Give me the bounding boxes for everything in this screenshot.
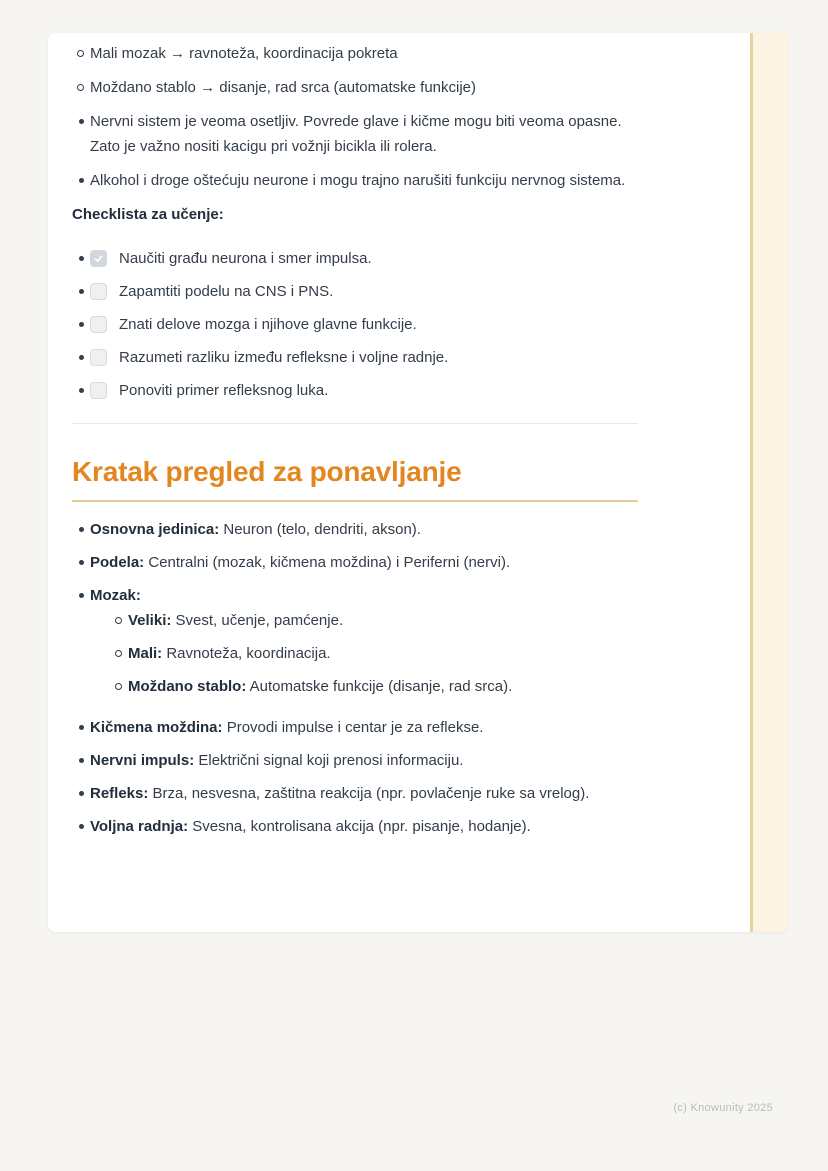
summary-subitem-text [128,641,638,666]
checklist-item-text: Razumeti razliku između refleksne i voljne radnje. [119,349,449,366]
bullet-icon [72,345,90,370]
list-item [72,41,638,66]
heading-underline [72,500,638,502]
circle-bullet-icon [110,608,128,633]
summary-item-text [90,781,638,806]
checklist-item [72,279,638,304]
checkbox-checked-icon[interactable] [90,250,107,267]
term-label: Refleks: [90,785,149,802]
term-label: Osnovna jedinica: [90,521,220,538]
bullet-icon [72,715,90,740]
brain-parts-sublist [72,41,638,100]
summary-item-text [90,814,638,839]
page-content [72,41,638,847]
term-text: Svest, učenje, pamćenje. [171,612,344,629]
summary-item [72,781,638,806]
summary-subitem [110,608,638,633]
safety-bullet-list [72,109,638,193]
checklist-item-text: Znati delove mozga i njihove glavne funkcije. [119,316,417,333]
term-text: Centralni (mozak, kičmena moždina) i Periferni (nervi). [144,554,511,571]
checklist-item-text: Zapamtiti podelu na CNS i PNS. [119,283,334,300]
summary-item [72,550,638,575]
term-text: Neuron (telo, dendriti, akson). [219,521,421,538]
term-label: Voljna radnja: [90,818,189,835]
term-text: Električni signal koji prenosi informaciju. [194,752,464,769]
bullet-icon [72,814,90,839]
summary-section-heading: Kratak pregled za ponavljanje [72,456,462,487]
checklist-item [72,312,638,337]
checkbox-unchecked-icon[interactable] [90,316,107,333]
circle-bullet-icon [72,75,90,100]
term-text: Provodi impulse i centar je za reflekse. [222,719,484,736]
summary-item-text [90,517,638,542]
circle-bullet-icon [110,674,128,699]
document-page [48,33,788,932]
term-text: Ravnoteža, koordinacija. [162,645,331,662]
summary-item-text [90,550,638,575]
summary-item [72,715,638,740]
bullet-icon [72,168,90,193]
list-item-text: Alkohol i droge oštećuju neurone i mogu trajno narušiti funkciju nervnog sistema. [90,172,626,189]
study-checklist [72,246,638,403]
term-label: Mali: [128,645,163,662]
bullet-icon [72,517,90,542]
term-label: Nervni impuls: [90,752,195,769]
summary-item [72,814,638,839]
summary-item-text [90,715,638,740]
section-divider [72,423,638,424]
circle-bullet-icon [110,641,128,666]
summary-item-text [90,748,638,773]
bullet-icon [72,378,90,403]
checklist-title: Checklista za učenje: [72,206,224,223]
term-label: Podela: [90,554,145,571]
bullet-icon [72,550,90,575]
term-label: Mozak: [90,587,141,604]
summary-list [72,517,638,839]
summary-item [72,583,638,707]
summary-subitem [110,674,638,699]
bullet-icon [72,109,90,134]
summary-item-text [90,583,638,608]
list-item-text: Moždano stablo → disanje, rad srca (automatske funkcije) [90,79,477,96]
summary-sublist [110,608,638,699]
list-item [72,168,638,193]
bullet-icon [72,246,90,271]
checkbox-unchecked-icon[interactable] [90,283,107,300]
bullet-icon [72,583,90,608]
summary-subitem [110,641,638,666]
term-text: Svesna, kontrolisana akcija (npr. pisanje, hodanje). [188,818,531,835]
bullet-icon [72,279,90,304]
checklist-item [72,345,638,370]
bullet-icon [72,781,90,806]
copyright-text: (c) Knowunity 2025 [673,1102,773,1114]
term-label: Moždano stablo: [128,678,247,695]
term-text: Automatske funkcije (disanje, rad srca). [246,678,513,695]
list-item-text: Nervni sistem je veoma osetljiv. Povrede glave i kičme mogu biti veoma opasne. Zato je važno nositi kacigu pri vožnji bicikla ili rolera. [90,113,622,155]
checklist-item [72,378,638,403]
checklist-item-text: Naučiti građu neurona i smer impulsa. [119,250,372,267]
list-item [72,75,638,100]
page-edge-strip [750,33,788,932]
summary-item [72,517,638,542]
circle-bullet-icon [72,41,90,66]
term-label: Kičmena moždina: [90,719,223,736]
bullet-icon [72,748,90,773]
checklist-item-text: Ponoviti primer refleksnog luka. [119,382,329,399]
checklist-item [72,246,638,271]
list-item [72,109,638,159]
summary-subitem-text [128,674,638,699]
checkbox-unchecked-icon[interactable] [90,349,107,366]
checkbox-unchecked-icon[interactable] [90,382,107,399]
term-text: Brza, nesvesna, zaštitna reakcija (npr. povlačenje ruke sa vrelog). [148,785,590,802]
list-item-text: Mali mozak → ravnoteža, koordinacija pokreta [90,45,398,62]
summary-subitem-text [128,608,638,633]
summary-item [72,748,638,773]
term-label: Veliki: [128,612,172,629]
bullet-icon [72,312,90,337]
